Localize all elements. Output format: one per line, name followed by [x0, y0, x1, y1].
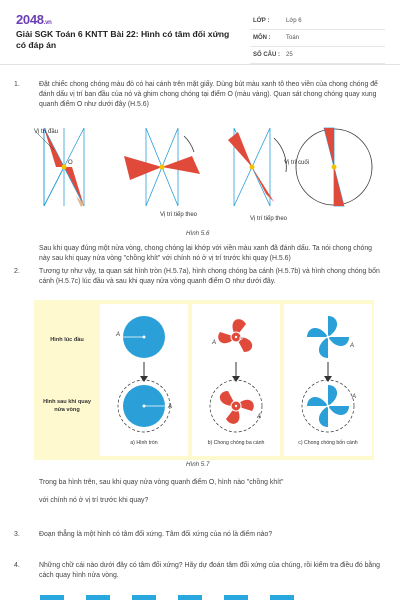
logo-main: 2048	[16, 12, 44, 27]
row-label-initial: Hình lúc đầu	[50, 337, 84, 343]
meta-value: 25	[286, 52, 293, 58]
figure-5-7	[34, 300, 374, 460]
question-number: 2.	[14, 268, 20, 275]
point-a-label: A	[352, 394, 357, 400]
question-text: Đặt chiếc chong chóng màu đỏ có hai cánh trên mặt giấy. Dùng bút màu xanh tô theo viền của chong chóng để đánh dấu vị trí ban đầu của nó và ghim chong chóng tại điểm O (màu vàng). Quan sát chong chóng quay xung quanh điểm O như dưới đây (H.5.6)	[39, 81, 378, 109]
figure-caption: Hình 5.6	[186, 230, 210, 237]
meta-row-class	[250, 13, 385, 30]
point-a-label: A	[212, 340, 217, 346]
row-label-rotated: Hình sau khi quay nửa vòng	[43, 399, 91, 413]
pinwheel-start	[36, 128, 84, 207]
label-start: Vị trí đầu	[34, 129, 59, 135]
question-number: 3.	[14, 531, 20, 538]
paragraph: Sau khi quay đúng một nửa vòng, chong chóng lại khớp với viền màu xanh đã đánh dấu. Ta nói chong chóng này sau khi quay nửa vòng "chồng khít" với chính nó ở vị trí trước khi quay (H.5.6)	[39, 245, 373, 263]
meta-label: SỐ CÂU :	[253, 52, 280, 58]
figure-caption: Hình 5.7	[186, 461, 210, 468]
caption-three-blade: b) Chong chóng ba cánh	[207, 440, 265, 446]
pinwheel-end	[296, 128, 372, 206]
question-text: Đoạn thẳng là một hình có tâm đối xứng. Tâm đối xứng của nó là điểm nào?	[39, 531, 273, 538]
question-number: 1.	[14, 81, 20, 88]
label-end: Vị trí cuối	[284, 160, 310, 166]
meta-label: LỚP :	[253, 18, 270, 24]
label-next-2: Vị trí tiếp theo	[250, 216, 288, 222]
three-blade-rotated	[220, 391, 254, 424]
caption-circle: a) Hình tròn	[130, 440, 158, 446]
point-a-label: A	[116, 332, 121, 338]
page-title: Giải SGK Toán 6 KNTT Bài 22: Hình có tâm đối xứng có đáp án	[16, 29, 230, 50]
point-a-label: A	[168, 404, 173, 410]
paragraph: Trong ba hình trên, sau khi quay nửa vòng quanh điểm O, hình nào "chồng khít"	[39, 479, 284, 486]
paragraph: với chính nó ở vị trí trước khi quay?	[39, 497, 149, 504]
question-text: Tương tự như vậy, ta quan sát hình tròn (H.5.7a), hình chong chóng ba cánh (H.5.7b) và hình chong chóng bốn cánh (H.5.7c) lúc đầu và sau khi quay nửa vòng quanh điểm O như dưới đây.	[39, 268, 380, 286]
figure-5-6	[34, 122, 374, 222]
site-logo[interactable]	[16, 12, 52, 27]
point-a-label: A	[257, 414, 262, 420]
figure-5-7-drawing	[34, 300, 374, 460]
point-o-label: O	[239, 336, 243, 342]
logo-tld: .vn	[43, 20, 52, 26]
label-next-1: Vị trí tiếp theo	[160, 212, 198, 218]
question-text: Những chữ cái nào dưới đây có tâm đối xứng? Hãy dự đoán tâm đối xứng của chúng, rồi kiểm tra điều đó bằng cách quay hình nửa vòng.	[39, 562, 380, 580]
caption-four-blade: c) Chong chóng bốn cánh	[298, 440, 358, 446]
label-o: O	[68, 160, 73, 166]
meta-row-subject	[250, 30, 385, 47]
meta-label: MÔN :	[253, 35, 271, 41]
three-blade-initial	[218, 319, 252, 352]
pinwheel-step2	[228, 128, 286, 206]
pinwheel-step1	[124, 128, 200, 206]
meta-row-count	[250, 47, 385, 64]
meta-table	[250, 13, 385, 64]
four-blade-rotated	[307, 385, 349, 427]
four-blade-initial	[307, 316, 349, 358]
letters-figure-preview	[40, 591, 350, 600]
meta-value: Toán	[286, 35, 300, 41]
meta-value: Lớp 6	[286, 18, 302, 24]
header	[0, 0, 400, 65]
question-number: 4.	[14, 562, 20, 569]
point-a-label: A	[350, 343, 355, 349]
